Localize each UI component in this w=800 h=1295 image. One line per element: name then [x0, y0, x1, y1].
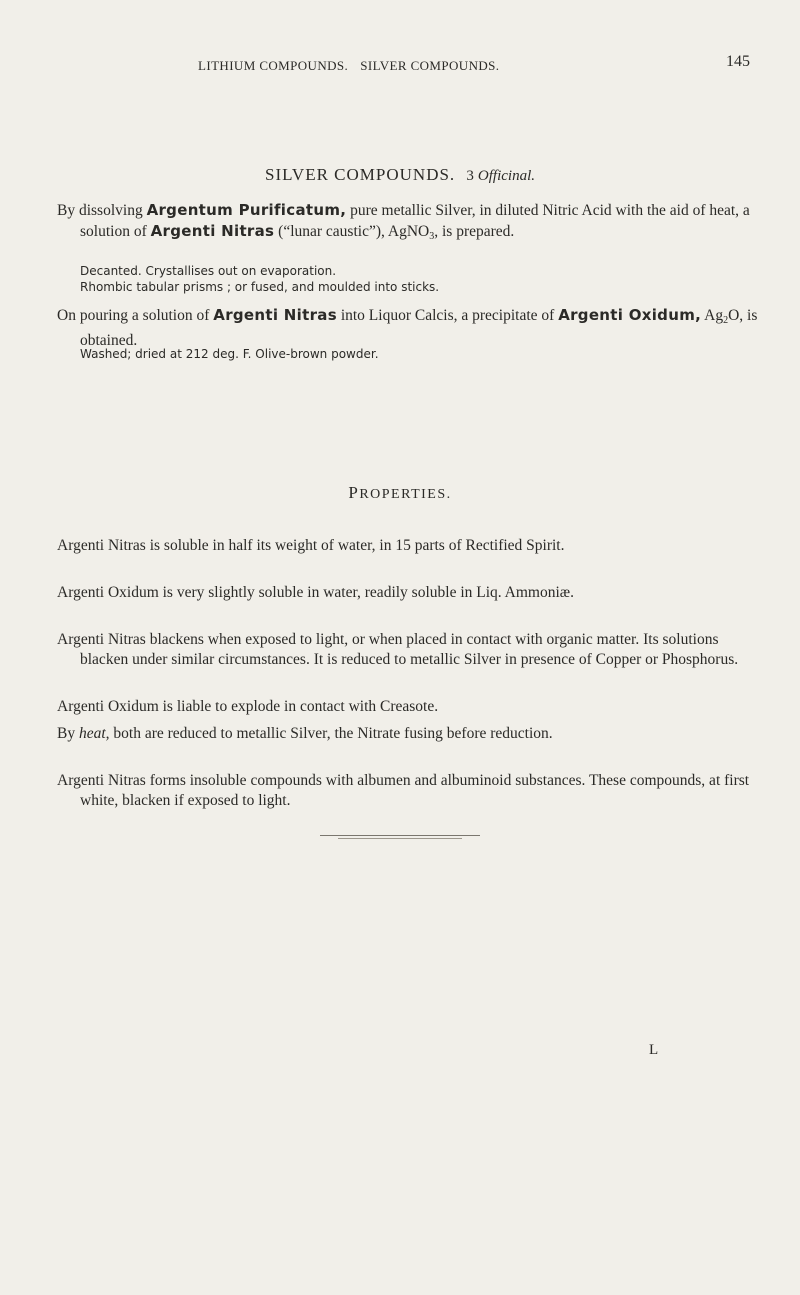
text-run: On pouring a solution of [57, 307, 214, 324]
term-argenti-nitras: Argenti Nitras [150, 222, 275, 240]
running-head-left: LITHIUM COMPOUNDS. [198, 58, 349, 73]
closing-rule-inner [338, 838, 462, 839]
property-5 [57, 724, 770, 744]
formula-subscript: 2 [723, 315, 729, 326]
text-run: both are reduced to metallic Silver, the Nitrate fusing before reduction. [109, 725, 553, 742]
officinal-count: 3 [466, 168, 474, 184]
text-run: By dissolving [57, 202, 147, 219]
term-argenti-oxidum: Argenti Oxidum, [558, 306, 702, 324]
heading-rest: ROPERTIES. [359, 487, 452, 502]
paragraph-argenti-oxidum-preparation [57, 305, 770, 351]
note-washed: Washed; dried at 212 deg. F. Olive-brown powder. [80, 347, 379, 361]
running-head [198, 58, 499, 74]
note-decanted: Decanted. Crystallises out on evaporation. [80, 264, 337, 278]
section-title-text: SILVER COMPOUNDS. [264, 165, 456, 184]
term-argentum-purificatum: Argentum Purificatum, [146, 201, 347, 219]
property-2: Argenti Oxidum is very slightly soluble in water, readily soluble in Liq. Ammoniæ. [57, 584, 575, 601]
text-run: , is prepared. [434, 223, 515, 240]
term-heat: heat, [78, 725, 110, 742]
properties-heading [0, 483, 800, 503]
page-number: 145 [726, 53, 750, 70]
signature-mark: L [649, 1042, 659, 1058]
property-3: Argenti Nitras blackens when exposed to light, or when placed in contact with organic matter. Its solutions blacken under similar circumstances. It is reduced to metallic Silver in presence of Copper or Phosphorus. [57, 631, 739, 668]
property-6: Argenti Nitras forms insoluble compounds with albumen and albuminoid substances. These compounds, at first white, blacken if exposed to light. [57, 772, 750, 809]
term-argenti-nitras: Argenti Nitras [213, 306, 337, 324]
text-run: Ag [701, 307, 724, 324]
running-head-right: SILVER COMPOUNDS. [360, 58, 500, 73]
text-run: O, is obtained. [80, 307, 758, 349]
property-1: Argenti Nitras is soluble in half its weight of water, in 15 parts of Rectified Spirit. [57, 537, 565, 554]
text-run: By [57, 725, 79, 742]
paragraph-argenti-nitras-preparation [57, 200, 770, 247]
officinal-note [466, 168, 535, 184]
section-title [0, 165, 800, 185]
text-run: (“lunar caustic”), AgNO [274, 223, 430, 240]
property-4: Argenti Oxidum is liable to explode in contact with Creasote. [57, 698, 439, 715]
heading-initial: P [348, 483, 360, 502]
note-rhombic: Rhombic tabular prisms ; or fused, and moulded into sticks. [80, 280, 440, 294]
formula-subscript: 3 [429, 231, 435, 242]
officinal-label: Officinal. [477, 168, 535, 184]
text-run: pure metallic Silver, in diluted Nitric Acid with the aid of heat, a solution of [80, 202, 750, 240]
text-run: into Liquor Calcis, a precipitate of [336, 307, 559, 324]
closing-rule [320, 835, 480, 836]
